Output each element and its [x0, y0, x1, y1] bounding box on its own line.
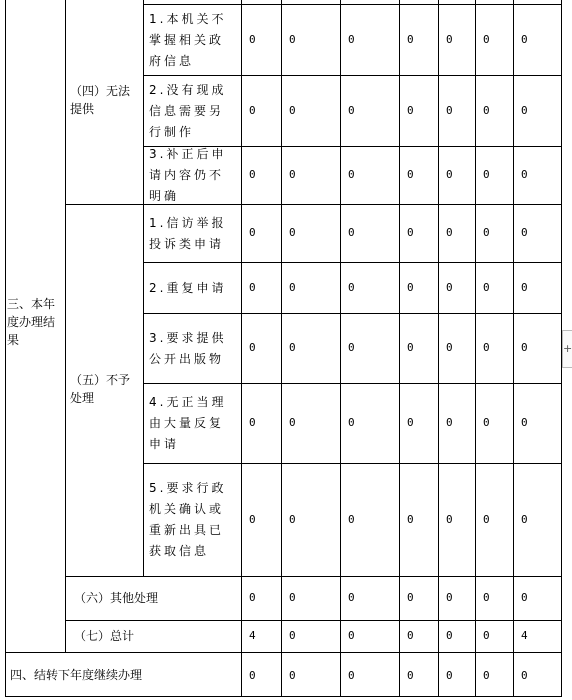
- value-cell: 0: [289, 281, 296, 294]
- value-cell: 0: [446, 33, 453, 46]
- vline: [513, 0, 514, 697]
- vline: [475, 0, 476, 697]
- value-cell: 0: [348, 33, 355, 46]
- value-cell: 0: [407, 629, 414, 642]
- value-cell: 0: [249, 226, 256, 239]
- value-cell: 0: [521, 341, 528, 354]
- value-cell: 0: [483, 591, 490, 604]
- value-cell: 0: [249, 341, 256, 354]
- value-cell: 0: [407, 513, 414, 526]
- group-label-not-processed: （五）不予处理: [70, 373, 131, 405]
- value-cell: 0: [483, 629, 490, 642]
- row-label: 1.信访举报投诉类申请: [149, 215, 227, 251]
- value-cell: 0: [348, 104, 355, 117]
- value-cell: 0: [289, 591, 296, 604]
- value-cell: 0: [521, 104, 528, 117]
- value-cell: 0: [483, 168, 490, 181]
- value-cell: 0: [521, 226, 528, 239]
- value-cell: 0: [483, 513, 490, 526]
- vline: [241, 0, 242, 697]
- value-cell: 0: [446, 104, 453, 117]
- value-cell: 0: [521, 591, 528, 604]
- value-cell: 0: [521, 281, 528, 294]
- other-processing-label: （六）其他处理: [74, 591, 159, 605]
- value-cell: 0: [348, 341, 355, 354]
- value-cell: 0: [289, 416, 296, 429]
- hline: [5, 652, 561, 653]
- vline: [438, 0, 439, 697]
- value-cell: 0: [407, 226, 414, 239]
- value-cell: 0: [289, 629, 296, 642]
- value-cell: 0: [483, 341, 490, 354]
- vline: [399, 0, 400, 697]
- expand-plus-icon[interactable]: +: [562, 330, 572, 368]
- value-cell: 0: [407, 416, 414, 429]
- value-cell: 0: [249, 33, 256, 46]
- row-label: 2.没有现成信息需要另行制作: [149, 82, 227, 139]
- value-cell: 0: [289, 33, 296, 46]
- row-label: 4.无正当理由大量反复申请: [149, 395, 227, 451]
- value-cell: 0: [289, 226, 296, 239]
- value-cell: 0: [483, 226, 490, 239]
- value-cell: 0: [348, 591, 355, 604]
- group-label-cannot-provide: （四）无法提供: [70, 84, 131, 116]
- value-cell: 4: [249, 629, 256, 642]
- hline: [65, 576, 561, 577]
- value-cell: 0: [289, 513, 296, 526]
- value-cell: 0: [446, 513, 453, 526]
- value-cell: 0: [446, 669, 453, 682]
- value-cell: 0: [407, 104, 414, 117]
- row-label: 1.本机关不掌握相关政府信息: [149, 11, 227, 68]
- hline: [5, 696, 561, 697]
- value-cell: 0: [249, 669, 256, 682]
- value-cell: 0: [289, 669, 296, 682]
- value-cell: 0: [348, 629, 355, 642]
- value-cell: 0: [446, 591, 453, 604]
- hline: [65, 620, 561, 621]
- hline: [65, 204, 561, 205]
- section-3-label: 三、本年度办理结果: [7, 297, 56, 347]
- value-cell: 0: [483, 416, 490, 429]
- value-cell: 0: [483, 281, 490, 294]
- value-cell: 0: [483, 669, 490, 682]
- value-cell: 0: [249, 104, 256, 117]
- value-cell: 0: [407, 669, 414, 682]
- value-cell: 0: [348, 669, 355, 682]
- value-cell: 0: [249, 416, 256, 429]
- value-cell: 0: [348, 513, 355, 526]
- row-label: 5.要求行政机关确认或重新出具已获取信息: [149, 481, 227, 558]
- row-label: 2.重复申请: [149, 280, 227, 295]
- value-cell: 0: [289, 341, 296, 354]
- value-cell: 0: [249, 513, 256, 526]
- vline: [65, 0, 66, 652]
- value-cell: 0: [446, 341, 453, 354]
- value-cell: 0: [348, 168, 355, 181]
- value-cell: 0: [249, 168, 256, 181]
- row-label: 3.要求提供公开出版物: [149, 330, 227, 366]
- value-cell: 0: [407, 168, 414, 181]
- row-label: 3.补正后申请内容仍不明确: [149, 147, 227, 203]
- vline: [143, 0, 144, 576]
- value-cell: 0: [446, 416, 453, 429]
- value-cell: 0: [521, 416, 528, 429]
- section-4-label: 四、结转下年度继续办理: [10, 668, 143, 682]
- value-cell: 0: [446, 226, 453, 239]
- value-cell: 0: [446, 168, 453, 181]
- vline-outer-left: [5, 0, 6, 697]
- value-cell: 0: [446, 629, 453, 642]
- value-cell: 0: [407, 591, 414, 604]
- value-cell: 0: [483, 33, 490, 46]
- value-cell: 0: [348, 416, 355, 429]
- value-cell: 0: [521, 513, 528, 526]
- value-cell: 4: [521, 629, 528, 642]
- value-cell: 0: [289, 168, 296, 181]
- value-cell: 0: [348, 226, 355, 239]
- value-cell: 0: [407, 341, 414, 354]
- value-cell: 0: [521, 168, 528, 181]
- value-cell: 0: [289, 104, 296, 117]
- value-cell: 0: [249, 281, 256, 294]
- total-label: （七）总计: [74, 629, 135, 643]
- value-cell: 0: [407, 281, 414, 294]
- value-cell: 0: [407, 33, 414, 46]
- vline: [340, 0, 341, 697]
- value-cell: 0: [483, 104, 490, 117]
- vline: [281, 0, 282, 697]
- value-cell: 0: [348, 281, 355, 294]
- value-cell: 0: [249, 591, 256, 604]
- value-cell: 0: [521, 33, 528, 46]
- value-cell: 0: [446, 281, 453, 294]
- value-cell: 0: [521, 669, 528, 682]
